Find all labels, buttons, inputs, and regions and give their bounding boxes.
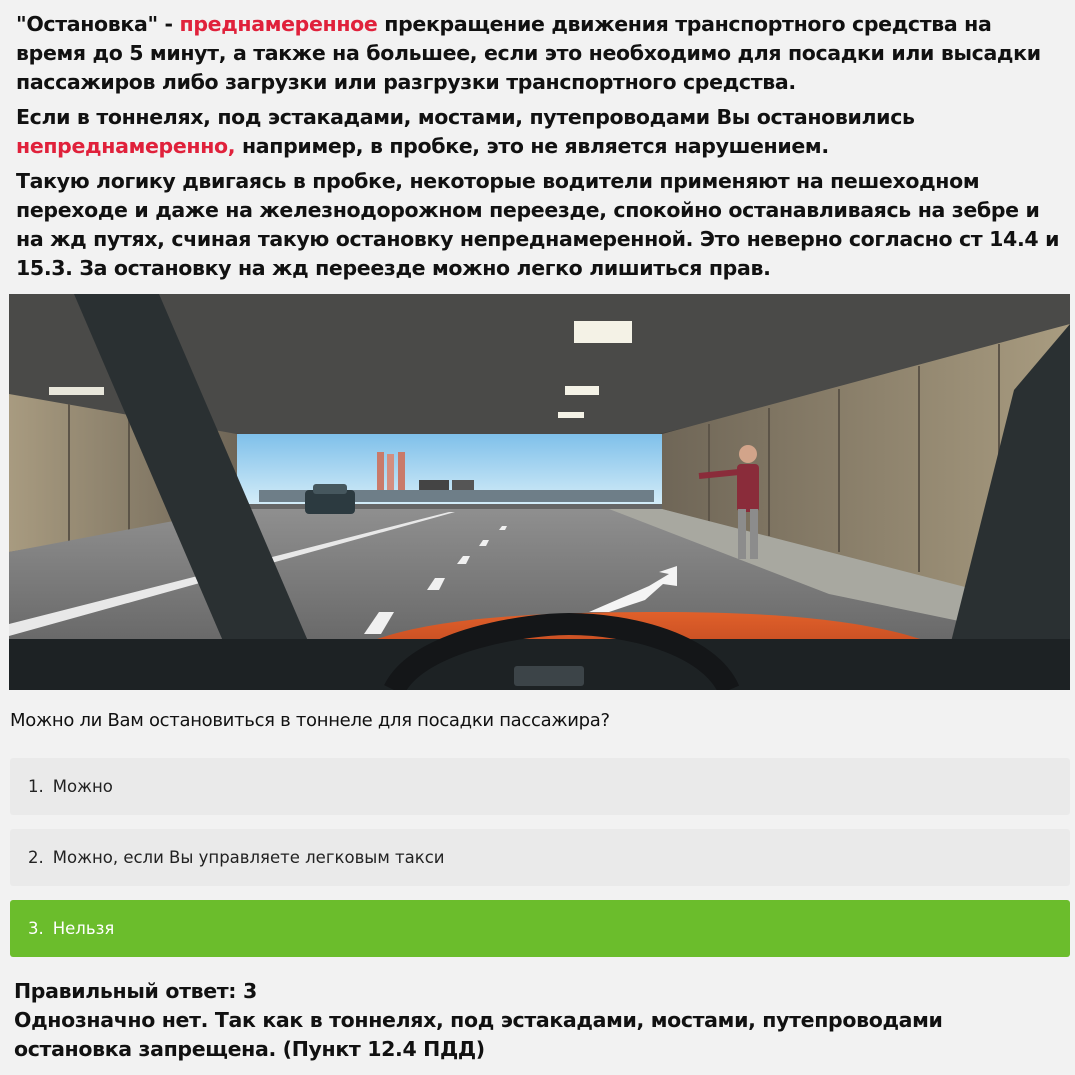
answer-option-1[interactable] <box>10 758 1070 815</box>
question-text: Можно ли Вам остановиться в тоннеле для посадки пассажира? <box>10 710 610 731</box>
answer-explanation: Однозначно нет. Так как в тоннелях, под эстакадами, мостами, путепроводами остановка запрещена. (Пункт 12.4 ПДД) <box>14 1008 943 1061</box>
option-number: 2. <box>28 848 44 867</box>
intro-paragraph-1: "Остановка" - преднамеренное прекращение движения транспортного средства на время до 5 минут, а также на большее, если это необходимо для посадки или высадки пассажиров либо загрузки или разгрузки транспортного средства. <box>16 12 1041 94</box>
option-label: Можно <box>52 777 113 796</box>
highlight-unintentional: непреднамеренно, <box>16 134 236 158</box>
highlight-premeditated: преднамеренное <box>179 12 378 36</box>
intro-text <box>16 10 1061 289</box>
answer-option-2[interactable] <box>10 829 1070 886</box>
answer-option-3-selected[interactable] <box>10 900 1070 957</box>
intro-paragraph-2: Если в тоннелях, под эстакадами, мостами, путепроводами Вы остановились непреднамеренно, например, в пробке, это не является нарушением. <box>16 105 915 158</box>
option-label: Нельзя <box>52 919 115 938</box>
option-number: 1. <box>28 777 44 796</box>
correct-answer: Правильный ответ: 3 <box>14 979 257 1003</box>
tunnel-scene-image <box>9 294 1070 690</box>
option-number: 3. <box>28 919 44 938</box>
answer-section <box>14 977 1064 1064</box>
intro-paragraph-3: Такую логику двигаясь в пробке, некоторые водители применяют на пешеходном переходе и даже на железнодорожном переезде, спокойно останавливаясь на зебре и на жд путях, счиная такую остановку непреднамеренной. Это неверно согласно ст 14.4 и 15.3. За остановку на жд переезде можно легко лишиться прав. <box>16 169 1060 280</box>
option-label: Можно, если Вы управляете легковым такси <box>52 848 445 867</box>
tunnel-scene-illustration <box>9 294 1070 690</box>
